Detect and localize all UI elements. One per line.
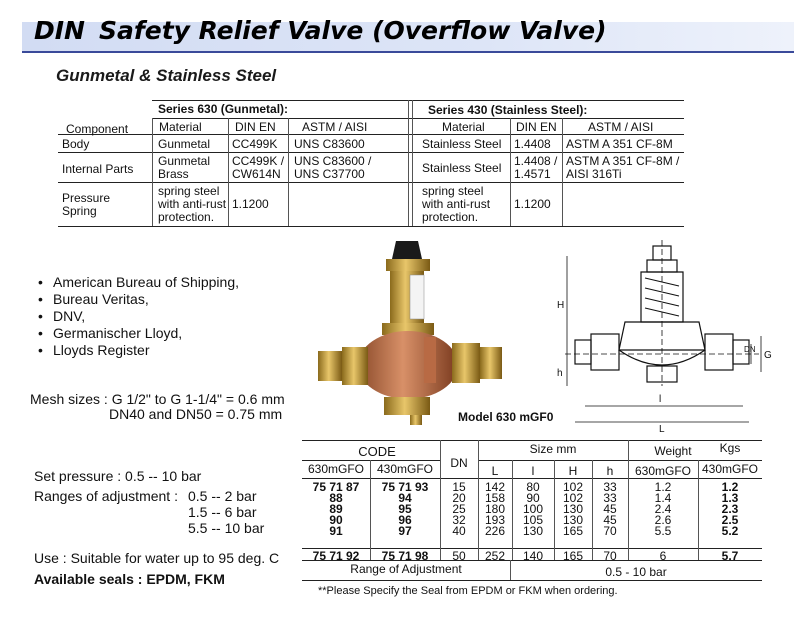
series630-heading: Series 630 (Gunmetal): (158, 102, 289, 116)
dim-l-label: l (659, 394, 662, 405)
page-title (34, 16, 607, 45)
cell-dn: 32 (452, 513, 466, 527)
cell-h: 70 (603, 524, 617, 538)
cell-c430: 94 (398, 491, 412, 505)
cell-c630: 91 (329, 524, 343, 538)
table-rule (152, 100, 684, 101)
row-internal-din: CC499K / CW614N (232, 154, 285, 181)
col-weight-630: 630mGFO (634, 464, 691, 478)
set-pressure: Set pressure : 0.5 -- 10 bar (34, 468, 202, 484)
cell-dn: 50 (452, 549, 466, 563)
cell-L: 158 (484, 491, 506, 505)
cell-L: 142 (484, 480, 506, 494)
subtitle: Gunmetal & Stainless Steel (56, 66, 277, 85)
cell-c430: 97 (398, 524, 412, 538)
cell-c630: 89 (329, 502, 343, 516)
col-430: 430mGFO (376, 462, 433, 476)
cell-H: 165 (562, 524, 584, 538)
table-rule (152, 118, 684, 119)
table-divider (288, 118, 289, 226)
cell-c430: 75 71 93 (381, 480, 429, 494)
dn-heading: DN (450, 456, 468, 470)
cell-L: 252 (484, 549, 506, 563)
cell-H: 102 (562, 491, 584, 505)
cell-w630: 1.4 (654, 491, 672, 505)
cell-c630: 75 71 92 (312, 549, 360, 563)
col-din: DIN EN (235, 120, 276, 134)
sizes-table (302, 440, 762, 582)
weight-heading: Weight (654, 444, 692, 458)
range-2: 1.5 -- 6 bar (188, 504, 257, 520)
list-item: • American Bureau of Shipping, (38, 274, 239, 290)
row-internal-din-430: 1.4408 / 1.4571 (514, 154, 558, 181)
dim-L-label: L (659, 424, 665, 435)
row-internal-astm-430: ASTM A 351 CF-8M / AISI 316Ti (566, 154, 680, 181)
col-L: L (491, 464, 499, 478)
table-divider (228, 118, 229, 226)
col-h: h (606, 464, 614, 478)
row-body-component: Body (62, 137, 90, 151)
cell-w430: 2.5 (721, 513, 739, 527)
kgs-heading: Kgs (719, 441, 741, 455)
table-rule (302, 478, 762, 479)
cell-l: 130 (522, 524, 544, 538)
cell-H: 130 (562, 502, 584, 516)
cell-L: 226 (484, 524, 506, 538)
table-rule (302, 460, 440, 461)
cell-L: 193 (484, 513, 506, 527)
row-body-material-430: Stainless Steel (422, 137, 502, 151)
row-body-din-430: 1.4408 (514, 137, 551, 151)
list-item: • DNV, (38, 308, 86, 324)
cell-h: 45 (603, 502, 617, 516)
cell-w430: 1.2 (721, 480, 739, 494)
cell-w430: 1.3 (721, 491, 739, 505)
row-body-din: CC499K (232, 137, 278, 151)
row-spring-material-430: spring steel with anti-rust protection. (422, 184, 491, 224)
cell-l: 140 (522, 549, 544, 563)
cell-c630: 88 (329, 491, 343, 505)
cell-w430: 2.3 (721, 502, 739, 516)
table-rule (478, 460, 762, 461)
cell-dn: 25 (452, 502, 466, 516)
row-spring-component: Pressure Spring (62, 191, 111, 218)
list-item: • Lloyds Register (38, 342, 150, 358)
cell-dn: 20 (452, 491, 466, 505)
cell-H: 102 (562, 480, 584, 494)
cell-w430: 5.2 (721, 524, 739, 538)
col-astm: ASTM / AISI (302, 120, 368, 134)
row-internal-material: Gunmetal Brass (158, 154, 211, 181)
row-spring-din-430: 1.1200 (514, 197, 551, 211)
col-component: Component (66, 122, 129, 136)
range-value: 0.5 - 10 bar (605, 565, 667, 579)
range-1: 0.5 -- 2 bar (188, 488, 257, 504)
cell-h: 33 (603, 491, 617, 505)
cell-c630: 75 71 87 (312, 480, 360, 494)
table-rule (58, 226, 684, 227)
cell-c430: 96 (398, 513, 412, 527)
ranges-label: Ranges of adjustment : (34, 488, 178, 504)
cell-h: 45 (603, 513, 617, 527)
cell-l: 90 (526, 491, 540, 505)
title-text: Safety Relief Valve (Overflow Valve) (98, 16, 607, 45)
row-internal-component: Internal Parts (62, 162, 134, 176)
cell-w430: 5.7 (721, 549, 739, 563)
range-3: 5.5 -- 10 bar (188, 520, 265, 536)
table-divider (562, 118, 563, 226)
cell-h: 33 (603, 480, 617, 494)
materials-table (58, 96, 684, 228)
list-item: • Germanischer Lloyd, (38, 325, 183, 341)
model-label: Model 630 mGF0 (458, 410, 554, 424)
row-spring-material: spring steel with anti-rust protection. (158, 184, 227, 224)
approvals-list (38, 274, 239, 359)
list-item: • Bureau Veritas, (38, 291, 149, 307)
cell-L: 180 (484, 502, 506, 516)
cell-w630: 2.6 (654, 513, 672, 527)
table-rule (302, 440, 762, 441)
table-divider (408, 100, 409, 226)
cell-c430: 75 71 98 (381, 549, 429, 563)
row-internal-astm: UNS C83600 / UNS C37700 (294, 154, 372, 181)
range-label: Range of Adjustment (350, 562, 462, 576)
col-H: H (568, 464, 578, 478)
seals-text: Available seals : EPDM, FKM (34, 571, 225, 587)
cell-l: 105 (522, 513, 544, 527)
cell-dn: 15 (452, 480, 466, 494)
cell-H: 130 (562, 513, 584, 527)
col-astm-430: ASTM / AISI (588, 120, 654, 134)
row-body-material: Gunmetal (158, 137, 211, 151)
cell-w630: 6 (659, 549, 667, 563)
cell-l: 80 (526, 480, 540, 494)
technical-drawing (555, 236, 795, 436)
cell-w630: 5.5 (654, 524, 672, 538)
col-l: l (531, 464, 535, 478)
col-630: 630mGFO (307, 462, 364, 476)
dim-G-label: G (764, 350, 772, 361)
cell-w630: 1.2 (654, 480, 672, 494)
col-din-430: DIN EN (516, 120, 557, 134)
title-underline (22, 51, 794, 53)
col-weight-430: 430mGFO (701, 462, 758, 476)
valve-product-image (290, 237, 540, 437)
row-body-astm: UNS C83600 (294, 137, 365, 151)
table-divider (510, 118, 511, 226)
dim-h-label: h (557, 368, 563, 379)
row-spring-din: 1.1200 (232, 197, 269, 211)
cell-l: 100 (522, 502, 544, 516)
col-material: Material (159, 120, 202, 134)
code-heading: CODE (358, 444, 396, 459)
cell-c430: 95 (398, 502, 412, 516)
cell-H: 165 (562, 549, 584, 563)
cell-h: 70 (603, 549, 617, 563)
size-heading: Size mm (529, 442, 577, 456)
dim-DN-label: DN (744, 345, 756, 354)
cell-dn: 40 (452, 524, 466, 538)
cell-c630: 90 (329, 513, 343, 527)
table-divider (152, 118, 153, 226)
seal-note: **Please Specify the Seal from EPDM or FKM when ordering. (318, 585, 618, 597)
use-text: Use : Suitable for water up to 95 deg. C (34, 550, 280, 566)
mesh-sizes-line2: DN40 and DN50 = 0.75 mm (109, 406, 283, 422)
dim-H-label: H (557, 300, 565, 311)
table-rule (302, 580, 762, 581)
col-material-430: Material (442, 120, 485, 134)
row-body-astm-430: ASTM A 351 CF-8M (566, 137, 673, 151)
din-label: DIN (34, 16, 85, 45)
cell-w630: 2.4 (654, 502, 672, 516)
table-divider (412, 100, 413, 226)
series430-heading: Series 430 (Stainless Steel): (428, 103, 588, 117)
row-internal-material-430: Stainless Steel (422, 161, 502, 175)
mesh-sizes-line1: Mesh sizes : G 1/2" to G 1-1/4" = 0.6 mm (30, 391, 285, 407)
